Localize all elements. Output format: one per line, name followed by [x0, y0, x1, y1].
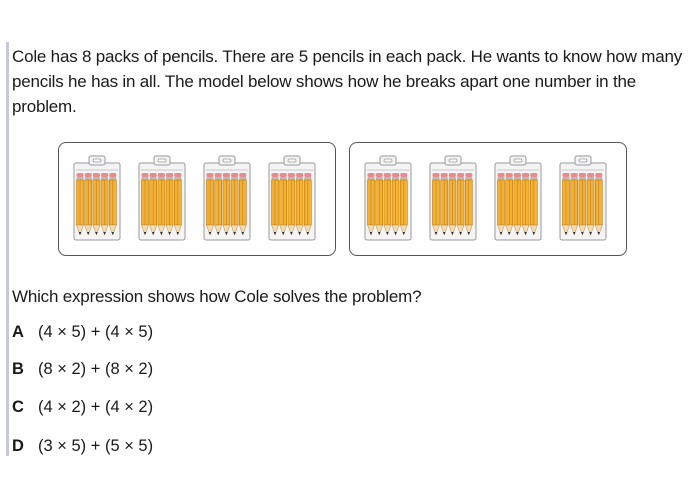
pencil-icon	[239, 173, 246, 235]
pencil-icon	[174, 173, 181, 235]
left-margin-rule	[6, 42, 9, 456]
pencil-icon	[207, 173, 214, 235]
pencil-icon	[101, 173, 108, 235]
prompt-text: Which expression shows how Cole solves the problem?	[12, 287, 422, 306]
pencil-pack-icon	[72, 154, 122, 242]
pencil-icon	[514, 173, 521, 235]
pencil-icon	[296, 173, 303, 235]
pencil-icon	[506, 173, 513, 235]
pencil-pack-icon	[267, 154, 317, 242]
pencil-pack-icon	[428, 154, 478, 242]
pencil-pack-icon	[137, 154, 187, 242]
choice-letter: C	[12, 398, 24, 416]
pencil-icon	[571, 173, 578, 235]
question-text: Cole has 8 packs of pencils. There are 5 pencils in each pack. He wants to know how many pencils he has in all. The model below shows how he breaks apart one number in the problem.	[12, 47, 683, 116]
pencil-icon	[587, 173, 594, 235]
pencil-icon	[563, 173, 570, 235]
pack-group-left	[58, 142, 336, 256]
choice-expression: (4 × 2) + (4 × 2)	[38, 398, 154, 416]
pencil-icon	[522, 173, 529, 235]
pencil-icon	[109, 173, 116, 235]
pencil-icon	[231, 173, 238, 235]
pencil-pack-icon	[363, 154, 413, 242]
pencil-icon	[223, 173, 230, 235]
pencil-icon	[579, 173, 586, 235]
pencil-icon	[215, 173, 222, 235]
choice-letter: A	[12, 323, 24, 341]
choice-expression: (8 × 2) + (8 × 2)	[38, 360, 154, 378]
pencil-pack-icon	[202, 154, 252, 242]
pencil-icon	[150, 173, 157, 235]
pencil-icon	[272, 173, 279, 235]
pencil-icon	[384, 173, 391, 235]
pencil-icon	[392, 173, 399, 235]
pencil-icon	[433, 173, 440, 235]
pencil-icon	[465, 173, 472, 235]
pencil-icon	[304, 173, 311, 235]
choice-a[interactable]	[12, 319, 153, 345]
pencil-icon	[288, 173, 295, 235]
choice-c[interactable]	[12, 394, 153, 420]
pencil-icon	[93, 173, 100, 235]
choice-letter: B	[12, 360, 24, 378]
pencil-icon	[85, 173, 92, 235]
pencil-icon	[441, 173, 448, 235]
pencil-pack-icon	[558, 154, 608, 242]
pencil-icon	[142, 173, 149, 235]
pencil-icon	[449, 173, 456, 235]
pencil-icon	[280, 173, 287, 235]
choice-expression: (4 × 5) + (4 × 5)	[38, 323, 154, 341]
pencil-icon	[166, 173, 173, 235]
pencil-icon	[498, 173, 505, 235]
pack-group-right	[349, 142, 627, 256]
choice-b[interactable]	[12, 356, 153, 382]
pencil-icon	[530, 173, 537, 235]
choice-expression: (3 × 5) + (5 × 5)	[38, 437, 154, 455]
pencil-icon	[158, 173, 165, 235]
pencil-icon	[400, 173, 407, 235]
pencil-icon	[595, 173, 602, 235]
pencil-icon	[376, 173, 383, 235]
choice-d[interactable]	[12, 433, 153, 459]
pencil-icon	[77, 173, 84, 235]
choice-letter: D	[12, 437, 24, 455]
pencil-icon	[368, 173, 375, 235]
pencil-pack-icon	[493, 154, 543, 242]
pencil-icon	[457, 173, 464, 235]
